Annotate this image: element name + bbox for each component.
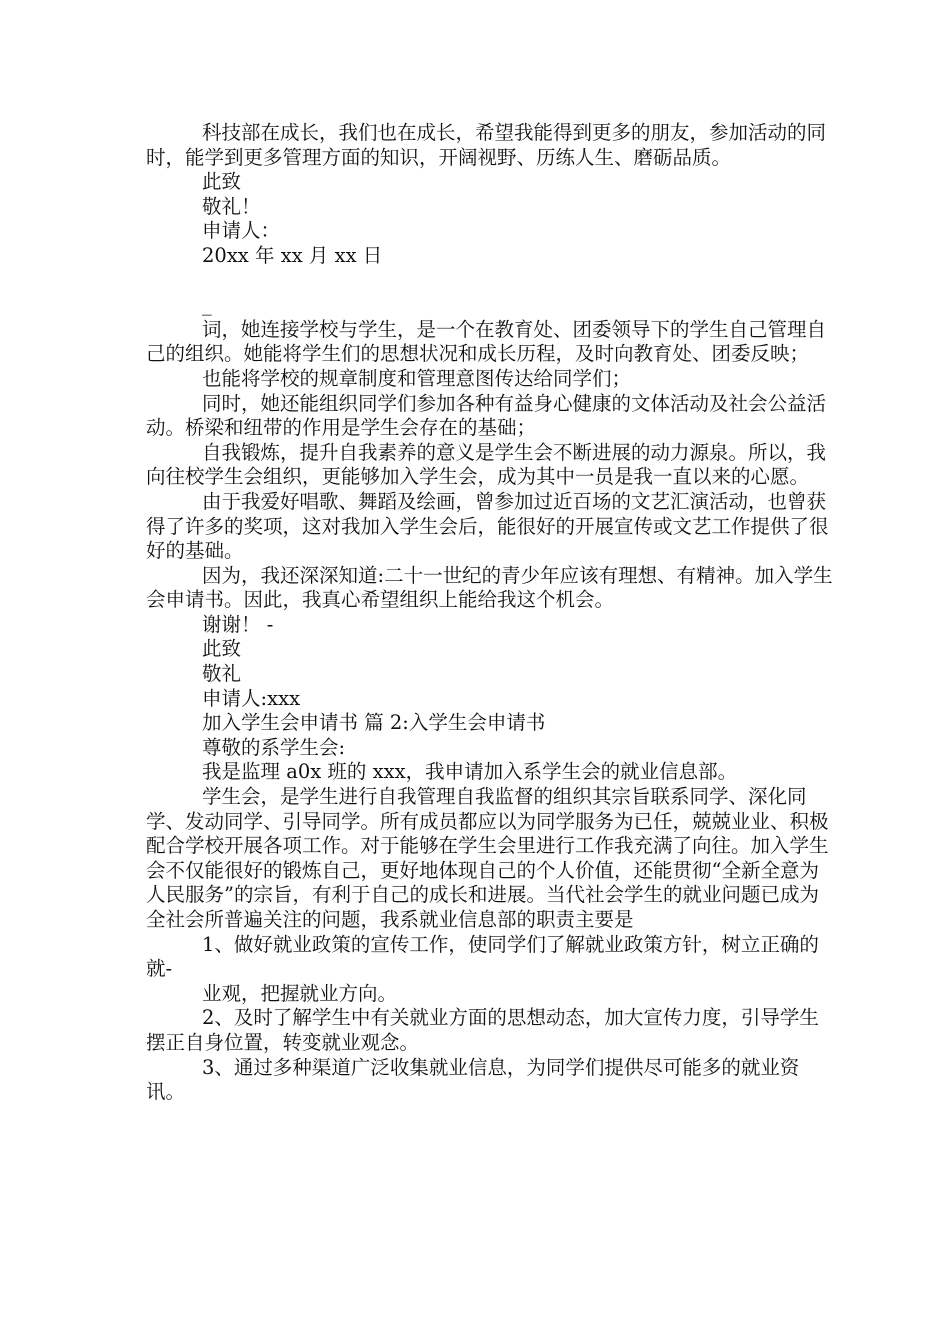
paragraph: 3、通过多种渠道广泛收集就业信息，为同学们提供尽可能多的就业资讯。 [146,1055,800,1104]
paragraph: 尊敬的系学生会: [202,735,346,759]
paragraph: 2、及时了解学生中有关就业方面的思想动态，加大宣传力度，引导学生摆正自身位置，转变就业观念。 [146,1006,819,1054]
paragraph: 加入学生会申请书 篇 2:入学生会申请书 [202,711,546,735]
paragraph: 1、做好就业政策的宣传工作，使同学们了解就业政策方针，树立正确的就- [146,932,819,981]
paragraph: 自我锻炼，提升自我素养的意义是学生会不断进展的动力源泉。所以，我向往校学生会组织，更能够加入学生会，成为其中一员是我一直以来的心愿。 [146,440,827,489]
paragraph: 我是监理 a0x 班的 xxx，我申请加入系学生会的就业信息部。 [202,760,738,784]
document-body [146,121,836,1105]
paragraph: 20xx 年 xx 月 xx 日 [202,243,383,267]
paragraph: 敬礼！ [202,194,261,218]
blank-line [146,269,836,294]
paragraph: 谢谢！ - [202,612,274,636]
paragraph: 科技部在成长，我们也在成长，希望我能得到更多的朋友，参加活动的同时，能学到更多管理方面的知识，开阔视野、历练人生、磨砺品质。 [146,121,827,169]
paragraph: 此致 [202,637,242,661]
paragraph: 学生会，是学生进行自我管理自我监督的组织其宗旨联系同学、深化同学、发动同学、引导同学。所有成员都应以为同学服务为已任，兢兢业业、积极配合学校开展各项工作。对于能够在学生会里进行工作我充满了向往。加入学生会不仅能很好的锻炼自己，更好地体现自己的个人价值，还能贯彻“全新全意为人民服务”的宗旨，有利于自己的成长和进展。当代社会学生的就业问题已成为全社会所普遍关注的问题，我系就业信息部的职责主要是 [146,785,829,931]
paragraph: 此致 [202,170,242,194]
paragraph: _ [202,293,212,317]
paragraph: 申请人： [202,219,281,243]
paragraph: 词，她连接学校与学生，是一个在教育处、团委领导下的学生自己管理自己的组织。她能将学生们的思想状况和成长历程，及时向教育处、团委反映； [146,317,827,366]
paragraph: 由于我爱好唱歌、舞蹈及绘画，曾参加过近百场的文艺汇演活动，也曾获得了许多的奖项，这对我加入学生会后，能很好的开展宣传或文艺工作提供了很好的基础。 [146,489,829,563]
paragraph: 申请人:xxx [202,686,301,710]
paragraph: 同时，她还能组织同学们参加各种有益身心健康的文体活动及社会公益活动。桥梁和纽带的作用是学生会存在的基础； [146,391,827,440]
paragraph: 因为，我还深深知道:二十一世纪的青少年应该有理想、有精神。加入学生会申请书。因此，我真心希望组织上能给我这个机会。 [146,563,833,612]
paragraph: 业观，把握就业方向。 [202,981,398,1005]
paragraph: 敬礼 [202,662,242,686]
paragraph: 也能将学校的规章制度和管理意图传达给同学们； [202,366,632,390]
